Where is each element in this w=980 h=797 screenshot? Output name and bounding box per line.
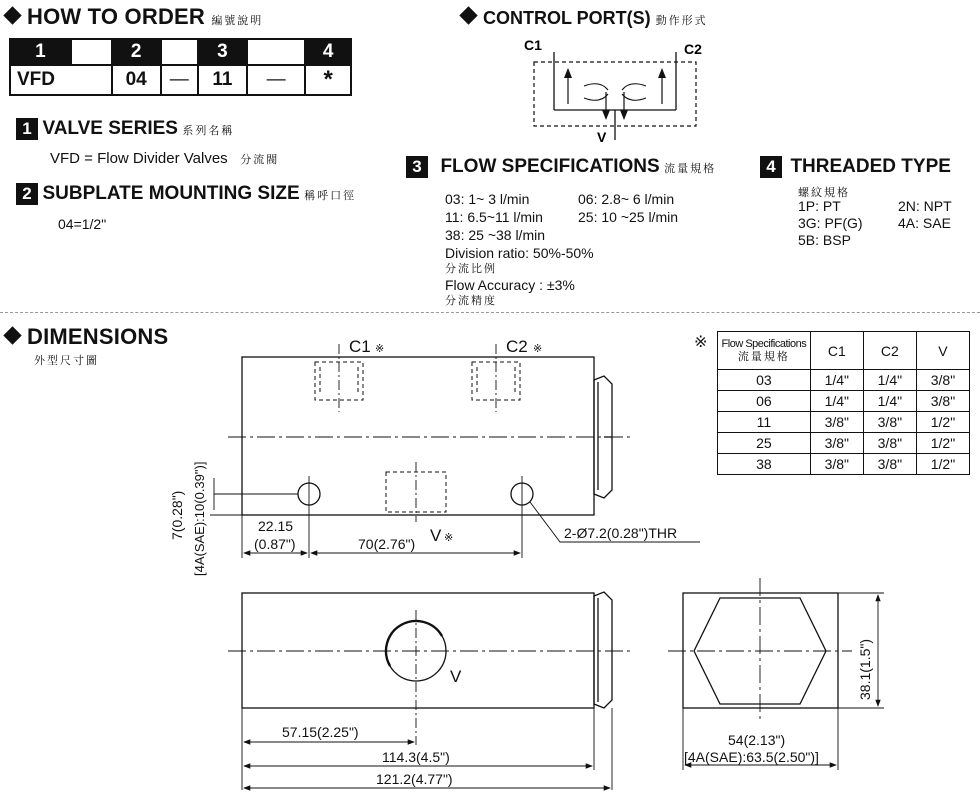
dim-635: [4A(SAE):63.5(2.50")] (684, 749, 819, 765)
dim-70: 70(2.76") (358, 536, 416, 552)
table-cell: 25 (718, 433, 811, 454)
table-cell: 3/8" (916, 370, 969, 391)
front-label-v: V (450, 667, 462, 686)
control-port-title-zh: 動作形式 (655, 15, 708, 27)
dimensions-title: DIMENSIONS (27, 324, 169, 349)
dim-2215: 22.15 (258, 518, 294, 534)
dim-54: 54(2.13") (728, 732, 786, 748)
how-to-order-title-zh: 編號說明 (211, 15, 264, 27)
division-ratio-zh: 分流比例 (445, 263, 497, 275)
top-view-body (242, 357, 594, 515)
order-pos-3: 3 (198, 39, 247, 65)
dim-label-v: V (430, 526, 442, 545)
flow-spec-item: 11: 6.5~11 l/min (445, 209, 543, 225)
dim-vert-sae: [4A(SAE):10(0.39")] (192, 461, 207, 576)
order-code-flow: 11 (198, 65, 247, 95)
table-cell: 3/8" (810, 433, 863, 454)
dimensions-title-zh: 外型尺寸圖 (34, 355, 99, 367)
port-table-mark: ※ (694, 334, 708, 351)
table-cell: 06 (718, 391, 811, 412)
table-cell: 1/2" (916, 454, 969, 475)
section-number-3: 3 (406, 156, 428, 178)
table-cell: 3/8" (863, 412, 916, 433)
flow-spec-item: 38: 25 ~38 l/min (445, 227, 546, 243)
thread-item: 3G: PF(G) (798, 215, 863, 231)
threaded-title-zh: 螺紋規格 (798, 187, 850, 199)
flow-accuracy: Flow Accuracy : ±3% (445, 277, 575, 293)
table-cell: 1/4" (863, 370, 916, 391)
valve-series-title-zh: 系列名稱 (182, 125, 235, 137)
table-cell: 03 (718, 370, 811, 391)
threaded-title: THREADED TYPE (790, 156, 951, 177)
port-label-v: V (597, 129, 607, 145)
table-cell: 3/8" (863, 433, 916, 454)
valve-series-title: VALVE SERIES (42, 118, 178, 139)
table-cell: 3/8" (810, 412, 863, 433)
port-table-header-c1: C1 (810, 332, 863, 370)
flow-spec-title: FLOW SPECIFICATIONS (440, 156, 660, 177)
dim-label-c2: C2 (506, 337, 528, 356)
table-cell: 1/4" (810, 391, 863, 412)
end-view-body (683, 593, 838, 708)
dim-381: 38.1(1.5") (857, 638, 873, 700)
table-cell: 38 (718, 454, 811, 475)
order-pos-2: 2 (112, 39, 161, 65)
section-number-2: 2 (16, 183, 38, 205)
note-mark: ※ (533, 343, 543, 355)
subplate-line: 04=1/2" (58, 216, 107, 232)
port-label-c2: C2 (684, 41, 702, 57)
thread-item: 1P: PT (798, 198, 841, 214)
front-view-hex-nut (594, 592, 612, 708)
order-code-dash: — (161, 65, 198, 95)
order-pos-1: 1 (10, 39, 71, 65)
port-label-c1: C1 (524, 37, 542, 53)
port-table-header-c2: C2 (863, 332, 916, 370)
flow-spec-title-zh: 流量規格 (664, 163, 717, 175)
section-number-4: 4 (760, 156, 782, 178)
table-cell: 1/4" (863, 391, 916, 412)
dim-label-c1: C1 (349, 337, 371, 356)
how-to-order-title: HOW TO ORDER (27, 4, 205, 29)
table-cell: 3/8" (863, 454, 916, 475)
thread-item: 5B: BSP (798, 232, 851, 248)
thread-item: 4A: SAE (898, 215, 951, 231)
table-cell: 11 (718, 412, 811, 433)
dim-thread: 2-Ø7.2(0.28")THR (564, 525, 678, 541)
header-spec-en: Flow Specifications (721, 337, 807, 350)
flow-spec-item: 06: 2.8~ 6 l/min (578, 191, 675, 207)
port-table-header-v: V (916, 332, 969, 370)
order-code-thread: * (305, 65, 351, 95)
table-cell: 1/2" (916, 412, 969, 433)
table-cell: 1/4" (810, 370, 863, 391)
thread-item: 2N: NPT (898, 198, 952, 214)
dim-087: (0.87") (254, 536, 296, 552)
subplate-title-zh: 稱呼口徑 (304, 190, 357, 202)
order-code-size: 04 (112, 65, 161, 95)
valve-series-text: VFD = Flow Divider Valves (50, 150, 228, 167)
note-mark: ※ (375, 343, 385, 355)
dim-1212: 121.2(4.77") (376, 771, 453, 787)
order-code-series: VFD (10, 65, 112, 95)
section-number-1: 1 (16, 118, 38, 140)
division-ratio: Division ratio: 50%-50% (445, 245, 594, 261)
order-pos-4: 4 (305, 39, 351, 65)
note-mark: ※ (444, 532, 454, 544)
table-cell: 3/8" (916, 391, 969, 412)
flow-spec-item: 03: 1~ 3 l/min (445, 191, 530, 207)
dim-1143: 114.3(4.5") (382, 749, 450, 765)
front-view-body (242, 593, 594, 708)
flow-accuracy-zh: 分流精度 (445, 295, 497, 307)
table-cell: 1/2" (916, 433, 969, 454)
table-cell: 3/8" (810, 454, 863, 475)
control-port-title: CONTROL PORT(S) (483, 8, 651, 28)
valve-series-text-zh: 分流閥 (240, 154, 280, 166)
order-code-dash: — (247, 65, 305, 95)
dim-5715: 57.15(2.25") (282, 724, 359, 740)
dim-vert-7: 7(0.28") (169, 490, 185, 540)
flow-spec-item: 25: 10 ~25 l/min (578, 209, 679, 225)
subplate-title: SUBPLATE MOUNTING SIZE (42, 183, 300, 204)
header-spec-zh: 流量規格 (737, 350, 790, 363)
